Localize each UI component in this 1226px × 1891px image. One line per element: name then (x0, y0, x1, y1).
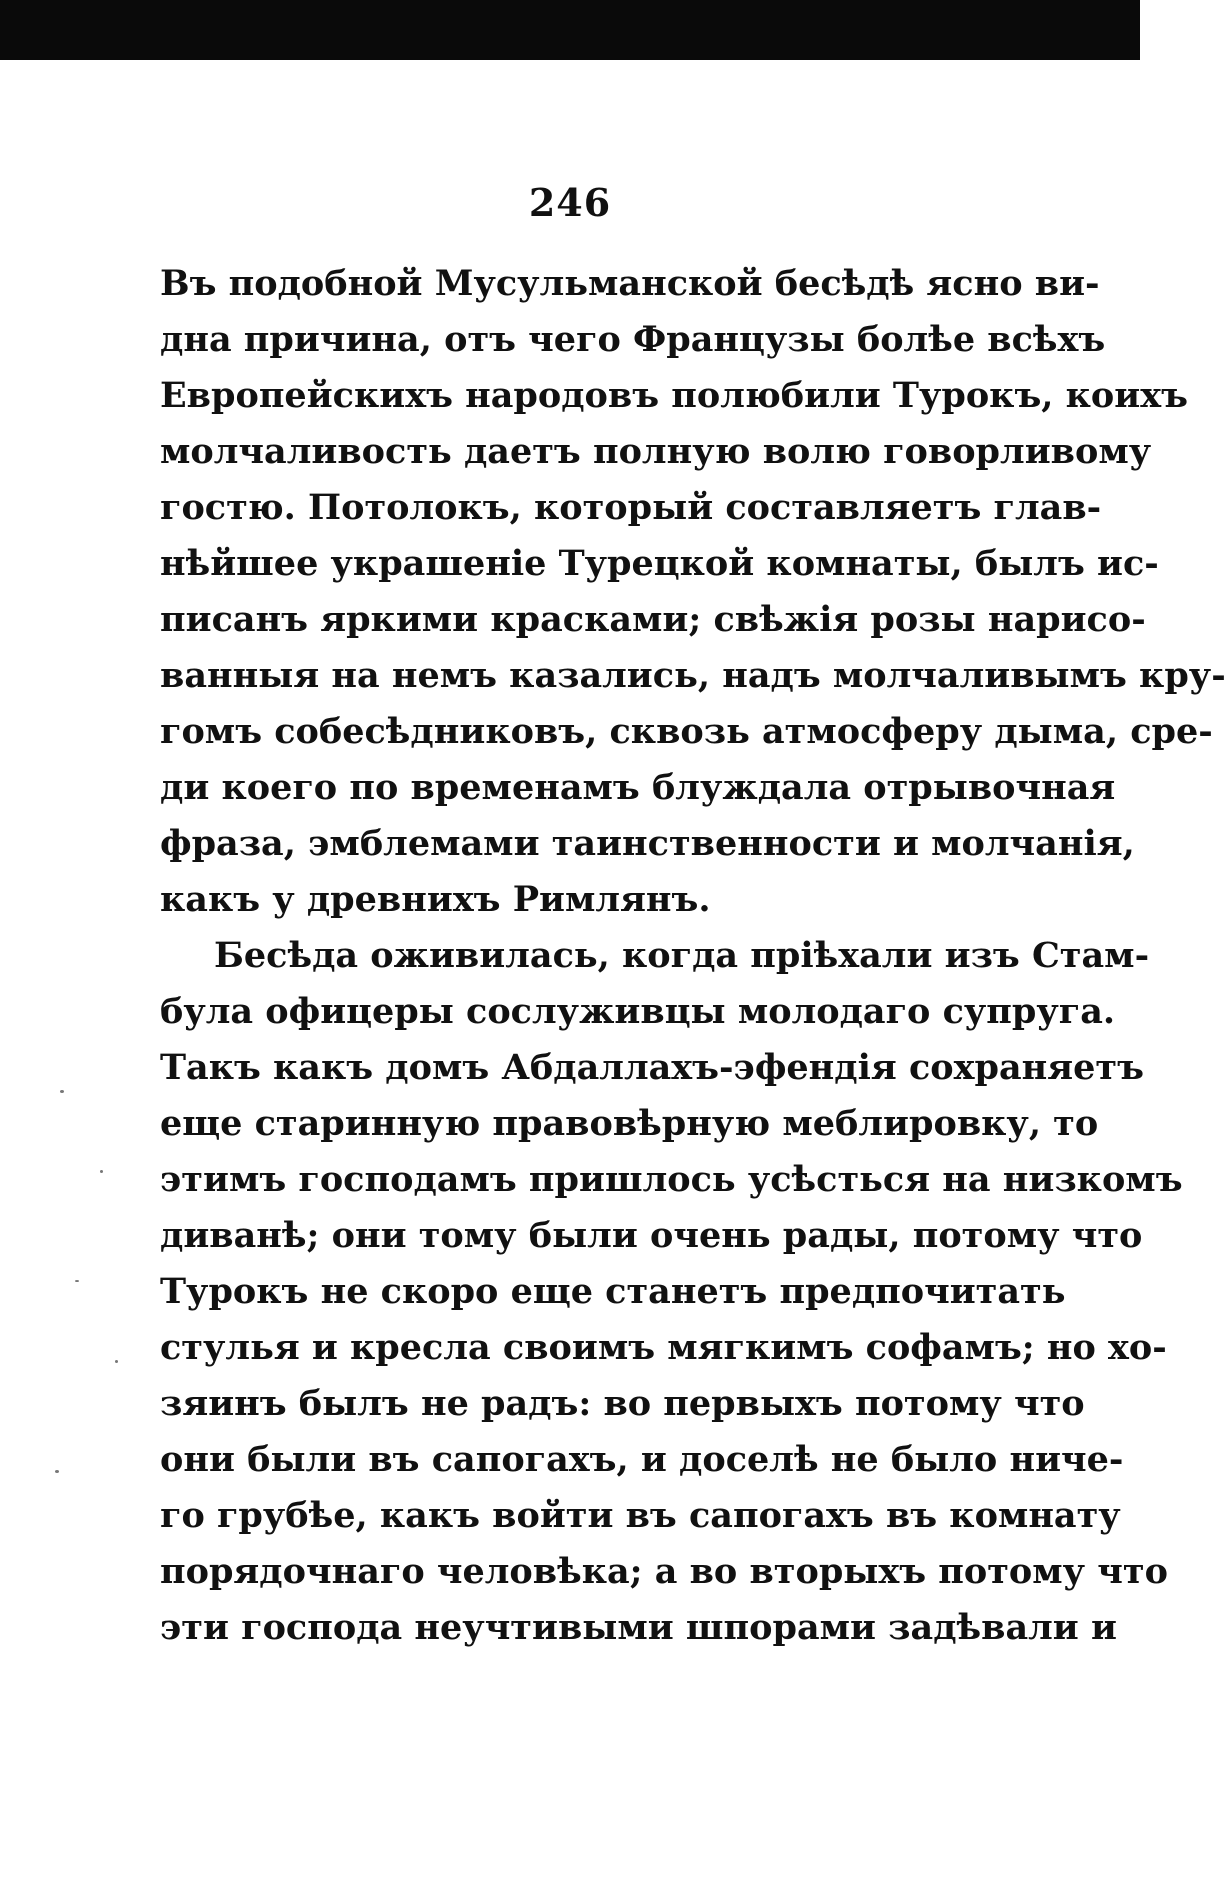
scan-speck (60, 1090, 64, 1093)
scan-speck (75, 1280, 79, 1282)
text-line: ди коего по временамъ блуждала отрывочная (160, 767, 1116, 808)
page-number: 246 (528, 180, 612, 225)
paragraph-1 (160, 256, 1226, 928)
scan-speck (100, 1170, 103, 1173)
scan-top-border (0, 0, 1140, 60)
text-line: гостю. Потолокъ, который составляетъ глав- (160, 487, 1102, 528)
bleed-through-marks (40, 1050, 140, 1550)
text-line: нѣйшее украшеніе Турецкой комнаты, былъ ис- (160, 543, 1159, 584)
text-line: фраза, эмблемами таинственности и молчанія, (160, 823, 1135, 864)
text-line: ванныя на немъ казались, надъ молчаливымъ кру- (160, 655, 1226, 696)
text-line: молчаливость даетъ полную волю говорливому (160, 431, 1152, 472)
text-line: гомъ собесѣдниковъ, сквозь атмосферу дыма, сре- (160, 711, 1213, 752)
scan-speck (115, 1360, 118, 1363)
text-line: они были въ сапогахъ, и доселѣ не было ниче- (160, 1439, 1124, 1480)
scan-speck (55, 1470, 59, 1473)
text-line: этимъ господамъ пришлось усѣсться на низкомъ (160, 1159, 1183, 1200)
text-line: какъ у древнихъ Римлянъ. (160, 879, 711, 920)
text-line: Въ подобной Мусульманской бесѣдѣ ясно ви- (160, 263, 1100, 304)
text-line: диванѣ; они тому были очень рады, потому что (160, 1215, 1143, 1256)
text-line: стулья и кресла своимъ мягкимъ софамъ; но хо- (160, 1327, 1167, 1368)
text-line: зяинъ былъ не радъ: во первыхъ потому что (160, 1383, 1085, 1424)
text-line: Такъ какъ домъ Абдаллахъ-эфендія сохраняетъ (160, 1047, 1144, 1088)
text-line: порядочнаго человѣка; а во вторыхъ потому что (160, 1551, 1168, 1592)
text-line: була офицеры сослуживцы молодаго супруга. (160, 991, 1116, 1032)
text-line: писанъ яркими красками; свѣжія розы нарисо- (160, 599, 1146, 640)
text-line: Бесѣда оживилась, когда пріѣхали изъ Стам- (214, 935, 1150, 976)
text-line: Европейскихъ народовъ полюбили Турокъ, коихъ (160, 375, 1188, 416)
text-line: го грубѣе, какъ войти въ сапогахъ въ комнату (160, 1495, 1121, 1536)
text-line: эти господа неучтивыми шпорами задѣвали и (160, 1607, 1117, 1648)
text-line: дна причина, отъ чего Французы болѣе всѣхъ (160, 319, 1106, 360)
text-line: еще старинную правовѣрную меблировку, то (160, 1103, 1099, 1144)
text-line: Турокъ не скоро еще станетъ предпочитать (160, 1271, 1066, 1312)
paragraph-2 (160, 928, 1183, 1656)
